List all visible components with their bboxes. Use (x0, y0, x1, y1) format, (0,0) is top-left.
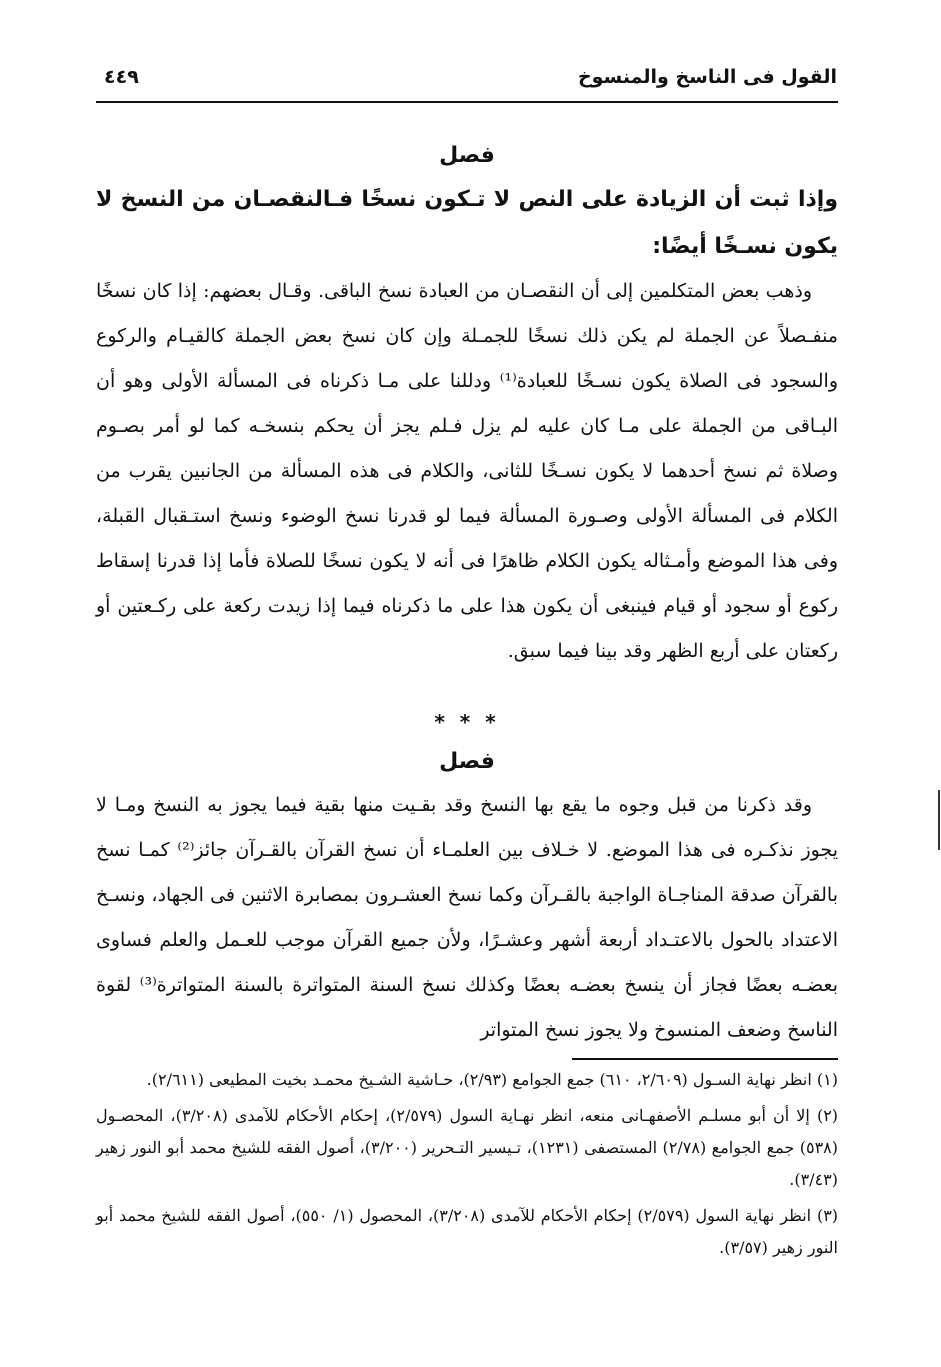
body-paragraph-2 (96, 783, 838, 1053)
section-heading-2: فصل (439, 749, 495, 774)
footnote-1 (96, 1064, 838, 1096)
paragraph-text-1: وذهب بعض المتكلمين إلى أن النقصـان من العبادة نسخ الباقى. وقـال بعضهم: إذا كان نسخًا منفـصلاً عن الجملة لم يكن ذلك نسخًا للجمـلة وإن كان نسخ بعض الجملة كالقيـام والركوع والسجود فى الصلاة يكون نسـخًا للعبادة⁽¹⁾ ودللنا على مـا ذكرناه فى المسألة الأولى وهو أن البـاقى من الجملة على مـا كان عليه لم يزل فـلم يجز أن يحكم بنسخـه كما لو أمر بصـوم وصلاة ثم نسخ أحدهما لا يكون نسـخًا للثانى، والكلام فى هذه المسألة من الجانبين يقرب من الكلام فى المسألة الأولى وصـورة المسألة فيما لو قدرنا نسخ الوضوء ونسخ استـقبال القبلة، وفى هذا الموضع وأمـثاله يكون الكلام ظاهرًا فى أنه لا يكون نسخًا للصلاة فأما إذا قدرنا إسقاط ركوع أو سجود أو قيام فينبغى أن يكون هذا على ما ذكرناه فيما إذا زيدت ركعة على ركـعتين أو ركعتان على أربع الظهر وقد بينا فيما سبق. (96, 280, 839, 662)
margin-mark (938, 790, 940, 850)
footnote-text-1: انظر نهاية السـول (٢/٦٠٩، ٦١٠) جمع الجوامع (٢/٩٣)، حـاشية الشـيخ محمـد بخيت المطيعى (٢/٦١١). (146, 1070, 812, 1089)
footnote-label-3: (٣) (816, 1206, 839, 1225)
page-number: ٤٤٩ (104, 66, 139, 88)
section-separator: * * * (434, 710, 500, 734)
header-rule (96, 101, 838, 103)
footnote-label-1: (١) (816, 1070, 838, 1089)
section-thesis: وإذا ثبت أن الزيادة على النص لا تـكون نسخًا فـالنقصـان من النسخ لا يكون نسـخًا أيضًا: (96, 187, 838, 259)
footnote-2 (96, 1100, 838, 1196)
footnote-text-2: إلا أن أبو مسلـم الأصفهـانى منعه، انظر نهـاية السول (٢/٥٧٩)، إحكام الأحكام للآمدى (٣/٢٠٨)، المحصـول (٥٣٨) جمع الجوامع (٢/٧٨) المستصفى (١٢٣١)، تـيسير التـحرير (٣/٢٠٠)، أصول الفقه للشيخ محمد أبو النور زهير (٣/٤٣). (96, 1106, 839, 1189)
footnote-label-2: (٢) (816, 1106, 839, 1125)
footnote-3 (96, 1200, 838, 1264)
paragraph-text-2: وقد ذكرنا من قبل وجوه ما يقع بها النسخ وقد بقـيت منها بقية فيما يجوز به النسخ ومـا لا يجوز نذكـره فى هذا الموضع. لا خـلاف بين العلمـاء أن نسخ القرآن بالقـرآن جائز⁽²⁾ كمـا نسخ بالقرآن صدقة المناجـاة الواجبة بالقـرآن وكما نسخ العشـرون بمصابرة الاثنين فى الجهاد، ونسـخ الاعتداد بالحول بالاعتـداد أربعة أشهر وعشـرًا، ولأن جميع القرآن موجب للعـمل والعلم فساوى بعضـه بعضًا فجاز أن ينسخ بعضـه بعضًا وكذلك نسخ السنة المتواترة بالسنة المتواترة⁽³⁾ لقوة الناسخ وضعف المنسوخ ولا يجوز نسخ المتواتر (96, 794, 838, 1041)
body-paragraph-1 (96, 269, 838, 674)
running-title: القول فى الناسخ والمنسوخ (577, 66, 837, 88)
footnote-rule (572, 1058, 838, 1060)
section-heading-1: فصل (439, 143, 495, 168)
footnotes (96, 1064, 838, 1268)
footnote-text-3: انظر نهاية السول (٢/٥٧٩) إحكام الأحكام للآمدى (٣/٢٠٨)، المحصول (١/ ٥٥٠)، أصول الفقه للشيخ محمد أبو النور زهير (٣/٥٧). (96, 1206, 838, 1257)
